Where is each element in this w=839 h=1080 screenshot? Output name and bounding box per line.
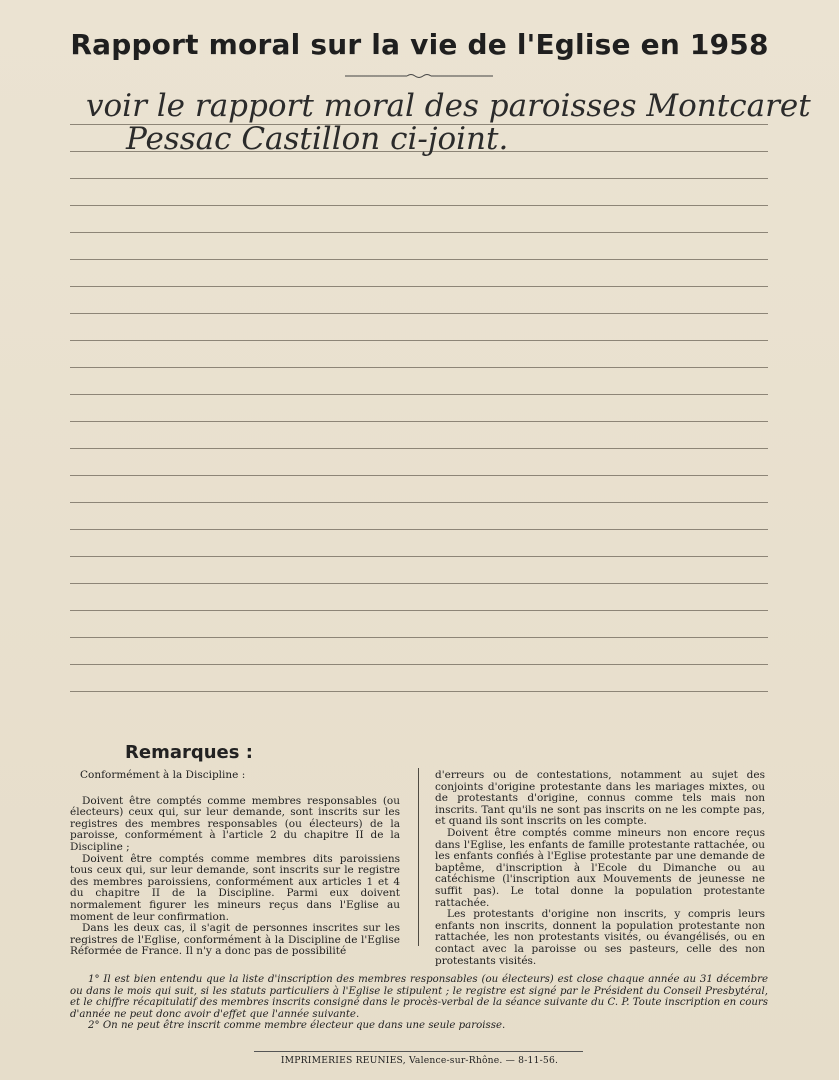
- remarks-paragraph: Doivent être comptés comme membres dits paroissiens tous ceux qui, sur leur demande, sont inscrits sur le registre des membres paroissiens, conformément aux articles 1 et 4 du chapitre II de la Discipline. Parmi eux doivent normalement figurer les mineurs reçus dans l'Eglise au moment de leur confirmation.: [70, 852, 400, 923]
- writing-line: [70, 205, 768, 206]
- writing-line: [70, 556, 768, 557]
- remarks-intro: Conformément à la Discipline :: [80, 769, 246, 781]
- remarks-heading: Remarques :: [125, 742, 253, 763]
- remarks-paragraph: Doivent être comptés comme mineurs non encore reçus dans l'Eglise, les enfants de famille protestante rattachée, ou les enfants confiés à l'Eglise protestante par une demande de baptême, d'inscription à l'Ecole du Dimanche ou au catéchisme (l'inscription aux Mouvements de jeunesse ne suffit pas). Le total donne la population protestante rattachée.: [435, 826, 765, 909]
- page-title: [0, 28, 839, 61]
- writing-line: [70, 502, 768, 503]
- remarks-paragraph: Dans les deux cas, il s'agit de personnes inscrites sur les registres de l'Eglise, conformément à la Discipline de l'Eglise Réformée de France. Il n'y a donc pas de possibilité: [70, 922, 400, 958]
- writing-line: [70, 610, 768, 611]
- footnotes: [70, 974, 768, 1032]
- remarks-left-column: [70, 770, 400, 958]
- title-text: Rapport moral sur la vie de l'Eglise en 19: [70, 28, 730, 61]
- footer-rule: [254, 1051, 583, 1052]
- writing-line: [70, 340, 768, 341]
- writing-line: [70, 394, 768, 395]
- writing-line: [70, 529, 768, 530]
- writing-line: [70, 691, 768, 692]
- handwritten-year: 58: [729, 28, 769, 61]
- writing-line: [70, 178, 768, 179]
- remarks-paragraph: Les protestants d'origine non inscrits, y compris leurs enfants non inscrits, donnent la population protestante non rattachée, les non protestants visités, ou évangélisés, ou en contact avec la paroisse ou ses pasteurs, celle des non protestants visités.: [435, 908, 765, 967]
- remarks-paragraph: Doivent être comptés comme membres responsables (ou électeurs) ceux qui, sur leur demande, sont inscrits sur les registres des membres responsables (ou électeurs) de la paroisse, conformément à l'article 2 du chapitre II de la Discipline ;: [70, 794, 400, 853]
- column-divider: [418, 768, 419, 946]
- handwritten-line-1: voir le rapport moral des paroisses Montcaret: [86, 88, 811, 124]
- writing-line: [70, 421, 768, 422]
- remarks-paragraph: d'erreurs ou de contestations, notamment au sujet des conjoints d'origine protestante dans les mariages mixtes, ou de protestants d'origine, connus comme tels mais non inscrits. Tant qu'ils ne sont pas inscrits on ne les compte pas, et quand ils sont inscrits on les compte.: [435, 769, 765, 828]
- writing-line: [70, 475, 768, 476]
- writing-line: [70, 259, 768, 260]
- handwritten-line-2: Pessac Castillon ci-joint.: [126, 121, 509, 157]
- title-ornament: [345, 72, 493, 80]
- writing-line: [70, 448, 768, 449]
- footnote-2: 2° On ne peut être inscrit comme membre électeur que dans une seule paroisse.: [88, 1020, 506, 1031]
- writing-line: [70, 664, 768, 665]
- writing-line: [70, 286, 768, 287]
- printer-footer: IMPRIMERIES REUNIES, Valence-sur-Rhône. — 8-11-56.: [280, 1055, 559, 1066]
- remarks-right-column: [435, 770, 765, 967]
- writing-line: [70, 313, 768, 314]
- writing-line: [70, 367, 768, 368]
- footnote-1: 1° Il est bien entendu que la liste d'inscription des membres responsables (ou électeurs) est close chaque année au 31 décembre ou dans le mois qui suit, si les statuts particuliers à l'Eglise le stipulent ; le registre est signé par le Président du Conseil Presbytéral, et le chiffre récapitulatif des membres inscrits consigné dans le procès-verbal de la séance suivante du C. P. Toute inscription en cours d'année ne peut donc avoir d'effet que l'année suivante.: [70, 974, 768, 1020]
- writing-line: [70, 637, 768, 638]
- writing-line: [70, 232, 768, 233]
- writing-line: [70, 583, 768, 584]
